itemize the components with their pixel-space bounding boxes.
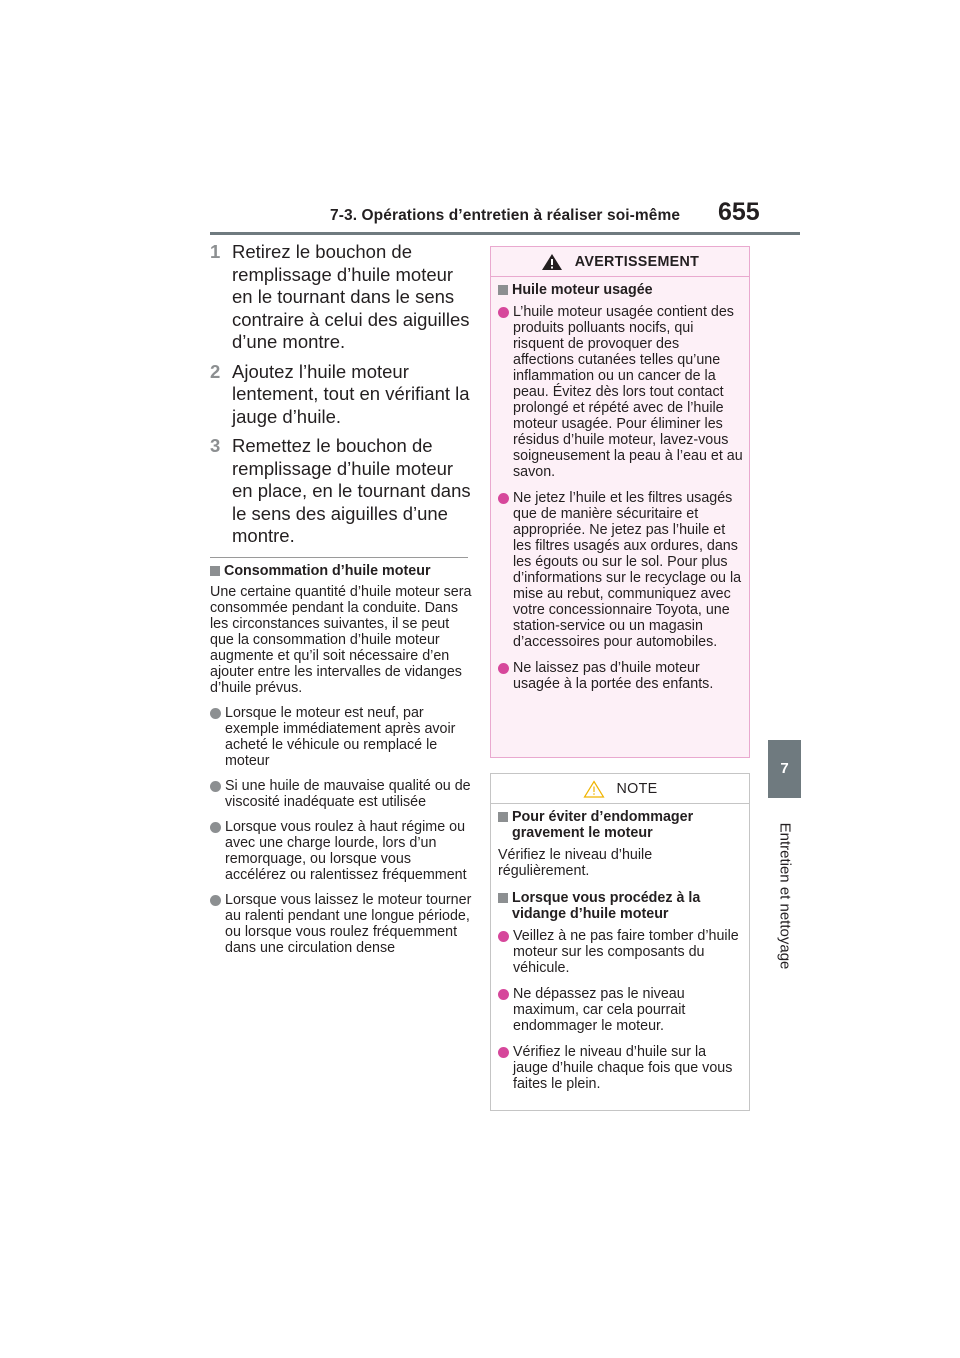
section-divider <box>210 557 468 558</box>
chapter-tab-number: 7 <box>768 740 801 798</box>
list-item: Si une huile de mauvaise qualité ou de viscosité inadéquate est utilisée <box>210 778 472 810</box>
circle-bullet-icon <box>210 708 221 719</box>
circle-bullet-icon <box>210 895 221 906</box>
list-item: Lorsque vous roulez à haut régime ou avec une charge lourde, lors d’un remorquage, ou lorsque vous accélérez ou ralentissez fréquemment <box>210 819 472 883</box>
caution-triangle-outline-icon <box>583 780 605 798</box>
oil-consumption-section <box>210 563 472 965</box>
list-item: Ne dépassez pas le niveau maximum, car cela pourrait endommager le moteur. <box>498 986 743 1034</box>
warning-title: AVERTISSEMENT <box>574 253 700 270</box>
section-paragraph: Une certaine quantité d’huile moteur sera consommée pendant la conduite. Dans les circonstances suivantes, il se peut que la consommation d’huile moteur augmente et qu’il soit nécessaire d’en ajouter entre les intervalles de vidanges d’huile prévus. <box>210 584 472 696</box>
square-bullet-icon <box>210 566 220 576</box>
list-item: L’huile moteur usagée contient des produits polluants nocifs, qui risquent de provoquer des affections cutanées telles qu’une inflammation ou un cancer de la peau. Évitez dès lors tout contact prolongé et répété avec de l’huile moteur usagée. Pour éliminer les résidus d’huile moteur, lavez-vous soigneusement la peau à l’eau et au savon. <box>498 304 743 480</box>
list-item: Veillez à ne pas faire tomber d’huile moteur sur les composants du véhicule. <box>498 928 743 976</box>
page-number: 655 <box>718 198 760 226</box>
note-box <box>490 773 750 1111</box>
note-heading: Lorsque vous procédez à la vidange d’huile moteur <box>498 890 743 922</box>
circle-bullet-icon <box>498 493 509 504</box>
section-heading: Consommation d’huile moteur <box>210 563 472 579</box>
chapter-tab-label: Entretien et nettoyage <box>776 822 793 970</box>
step-text: Retirez le bouchon de remplissage d’huile moteur en le tournant dans le sens contraire à celui des aiguilles d’une montre. <box>232 241 470 352</box>
note-header <box>491 774 749 804</box>
circle-bullet-icon <box>498 1047 509 1058</box>
warning-triangle-icon <box>541 253 563 271</box>
square-bullet-icon <box>498 285 508 295</box>
warning-header <box>491 247 749 277</box>
square-bullet-icon <box>498 893 508 903</box>
step-number: 3 <box>210 435 221 456</box>
note-title: NOTE <box>616 780 658 797</box>
circle-bullet-icon <box>498 989 509 1000</box>
circle-bullet-icon <box>498 931 509 942</box>
note-heading: Pour éviter d’endommager gravement le moteur <box>498 809 743 841</box>
step-text: Remettez le bouchon de remplissage d’huile moteur en place, en le tournant dans le sens des aiguilles d’une montre. <box>232 435 471 546</box>
warning-heading: Huile moteur usagée <box>498 282 743 298</box>
circle-bullet-icon <box>210 822 221 833</box>
list-item: Vérifiez le niveau d’huile sur la jauge d’huile chaque fois que vous faites le plein. <box>498 1044 743 1092</box>
square-bullet-icon <box>498 812 508 822</box>
circle-bullet-icon <box>210 781 221 792</box>
list-item: Ne laissez pas d’huile moteur usagée à la portée des enfants. <box>498 660 743 692</box>
section-title: 7-3. Opérations d’entretien à réaliser soi-même <box>330 207 681 224</box>
list-item: Ne jetez l’huile et les filtres usagés que de manière sécuritaire et appropriée. Ne jetez pas l’huile et les filtres usagés aux ordures, dans les égouts ou sur le sol. Pour plus d’informations sur le recyclage ou la mise au rebut, communiquez avec votre concessionnaire Toyota, une station-service ou un magasin d’accessoires pour automobiles. <box>498 490 743 650</box>
procedure-steps <box>210 241 472 555</box>
header-rule <box>210 232 800 235</box>
procedure-step <box>210 361 472 429</box>
list-item: Lorsque le moteur est neuf, par exemple immédiatement après avoir acheté le véhicule ou remplacé le moteur <box>210 705 472 769</box>
step-number: 2 <box>210 360 221 382</box>
procedure-step <box>210 435 472 548</box>
procedure-step <box>210 241 472 354</box>
list-item: Lorsque vous laissez le moteur tourner au ralenti pendant une longue période, ou lorsque vous roulez fréquemment dans une circulation dense <box>210 892 472 956</box>
warning-box <box>490 246 750 758</box>
note-paragraph: Vérifiez le niveau d’huile régulièrement. <box>498 847 653 879</box>
step-number: 1 <box>210 241 221 262</box>
circle-bullet-icon <box>498 307 509 318</box>
circle-bullet-icon <box>498 663 509 674</box>
step-text: Ajoutez l’huile moteur lentement, tout en vérifiant la jauge d’huile. <box>232 360 470 427</box>
